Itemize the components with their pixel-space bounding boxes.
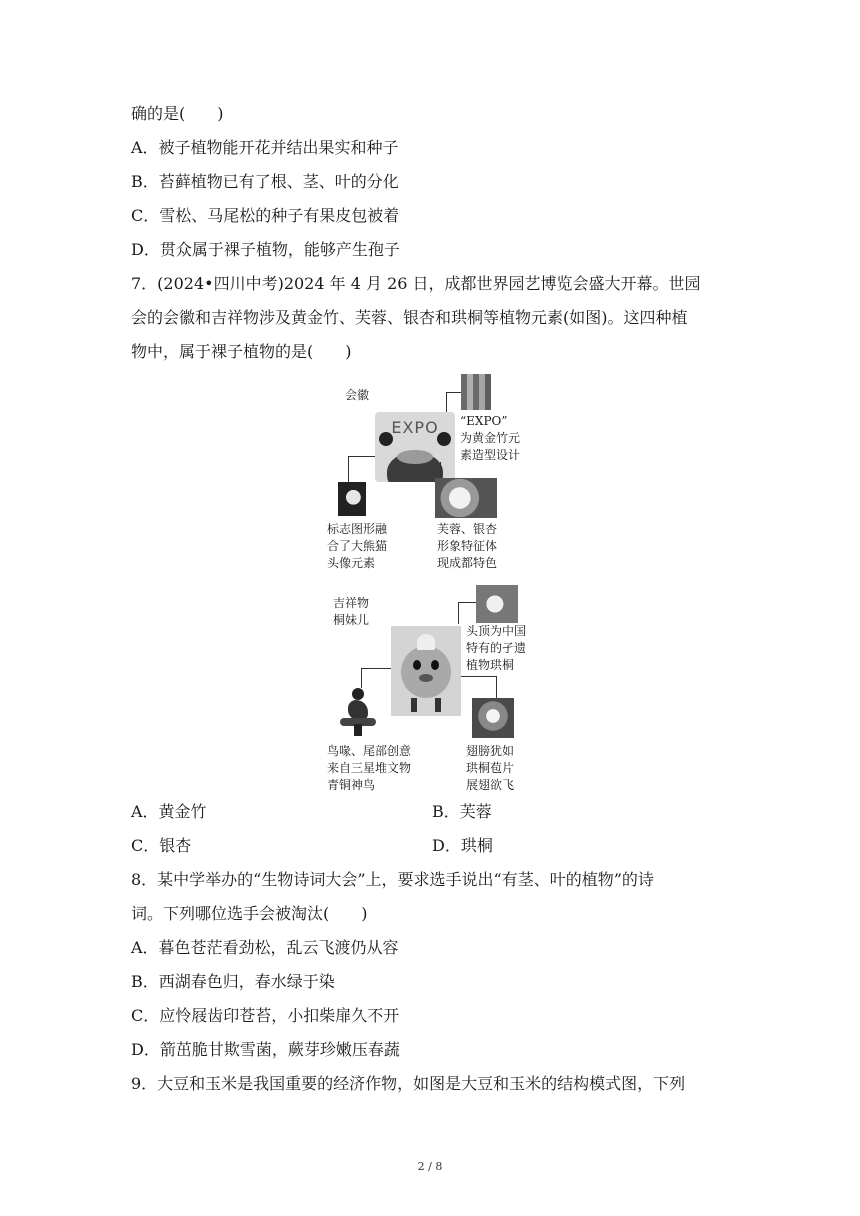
q7-option-c: C．银杏 <box>131 836 192 855</box>
dove-tree-image <box>476 585 518 623</box>
option-d: D．贯众属于裸子植物，能够产生孢子 <box>131 240 400 259</box>
question-8-line: 8．某中学举办的“生物诗词大会”上，要求选手说出“有茎、叶的植物”的诗 <box>131 870 654 889</box>
question-9-line: 9．大豆和玉米是我国重要的经济作物，如图是大豆和玉米的结构模式图，下列 <box>131 1074 686 1093</box>
emblem-left-caption-3: 头像元素 <box>327 556 376 570</box>
emblem-left-caption-1: 标志图形融 <box>327 522 388 536</box>
mascot-left-caption-3: 青铜神鸟 <box>327 778 376 792</box>
q8-option-d: D．箭茁脆甘欺雪菌，蕨芽珍嫩压春蔬 <box>131 1040 400 1059</box>
q8-option-c: C．应怜屐齿印苍苔，小扣柴扉久不开 <box>131 1006 400 1025</box>
mascot-title-1: 吉祥物 <box>333 596 370 610</box>
mascot-left-caption-1: 鸟喙、尾部创意 <box>327 744 412 758</box>
option-a: A．被子植物能开花并结出果实和种子 <box>131 138 399 157</box>
emblem-bottom-caption-2: 形象特征体 <box>437 539 498 553</box>
option-b: B．苔藓植物已有了根、茎、叶的分化 <box>131 172 399 191</box>
mascot-title-2: 桐妹儿 <box>333 613 370 627</box>
bronze-bird-image <box>338 688 378 736</box>
mascot-left-caption-2: 来自三星堆文物 <box>327 761 412 775</box>
q8-option-b: B．西湖春色归，春水绿于染 <box>131 972 335 991</box>
emblem-bottom-caption-3: 现成都特色 <box>437 556 498 570</box>
question-7-line: 会的会徽和吉祥物涉及黄金竹、芙蓉、银杏和珙桐等植物元素(如图)。这四种植 <box>131 308 688 327</box>
mascot-bottom-caption-3: 展翅欲飞 <box>466 778 515 792</box>
emblem-title: 会徽 <box>345 388 370 402</box>
emblem-expo-text: EXPO <box>391 418 439 437</box>
mascot-right-caption-2: 特有的孑遗 <box>466 641 527 655</box>
q7-option-a: A．黄金竹 <box>131 802 207 821</box>
mascot-tongmeier-image <box>391 626 461 716</box>
option-c: C．雪松、马尾松的种子有果皮包被着 <box>131 206 400 225</box>
mascot-right-caption-3: 植物珙桐 <box>466 658 515 672</box>
mascot-bottom-caption-1: 翅膀犹如 <box>466 744 515 758</box>
question-7-line: 7．(2024•四川中考)2024 年 4 月 26 日，成都世界园艺博览会盛大开幕。世园 <box>131 274 701 293</box>
emblem-right-caption-3: 素造型设计 <box>460 448 521 462</box>
q7-option-d: D．珙桐 <box>432 836 493 855</box>
emblem-right-caption-1: “EXPO” <box>460 414 508 428</box>
hibiscus-ginkgo-image <box>435 478 497 518</box>
bamboo-image <box>461 374 491 410</box>
wings-bract-image <box>472 698 514 738</box>
emblem-left-caption-2: 合了大熊猫 <box>327 539 388 553</box>
mascot-bottom-caption-2: 珙桐苞片 <box>466 761 515 775</box>
emblem-bottom-caption-1: 芙蓉、银杏 <box>437 522 498 536</box>
question-7-line: 物中，属于裸子植物的是( ) <box>131 342 352 361</box>
mascot-right-caption-1: 头顶为中国 <box>466 624 527 638</box>
page-number: 2 / 8 <box>417 1160 443 1173</box>
panda-image <box>338 482 366 516</box>
emblem-right-caption-2: 为黄金竹元 <box>460 431 521 445</box>
question-8-line: 词。下列哪位选手会被淘汰( ) <box>131 904 368 923</box>
text-line: 确的是( ) <box>131 104 224 123</box>
q7-option-b: B．芙蓉 <box>432 802 492 821</box>
expo-emblem-logo <box>375 412 455 482</box>
q8-option-a: A．暮色苍茫看劲松，乱云飞渡仍从容 <box>131 938 399 957</box>
